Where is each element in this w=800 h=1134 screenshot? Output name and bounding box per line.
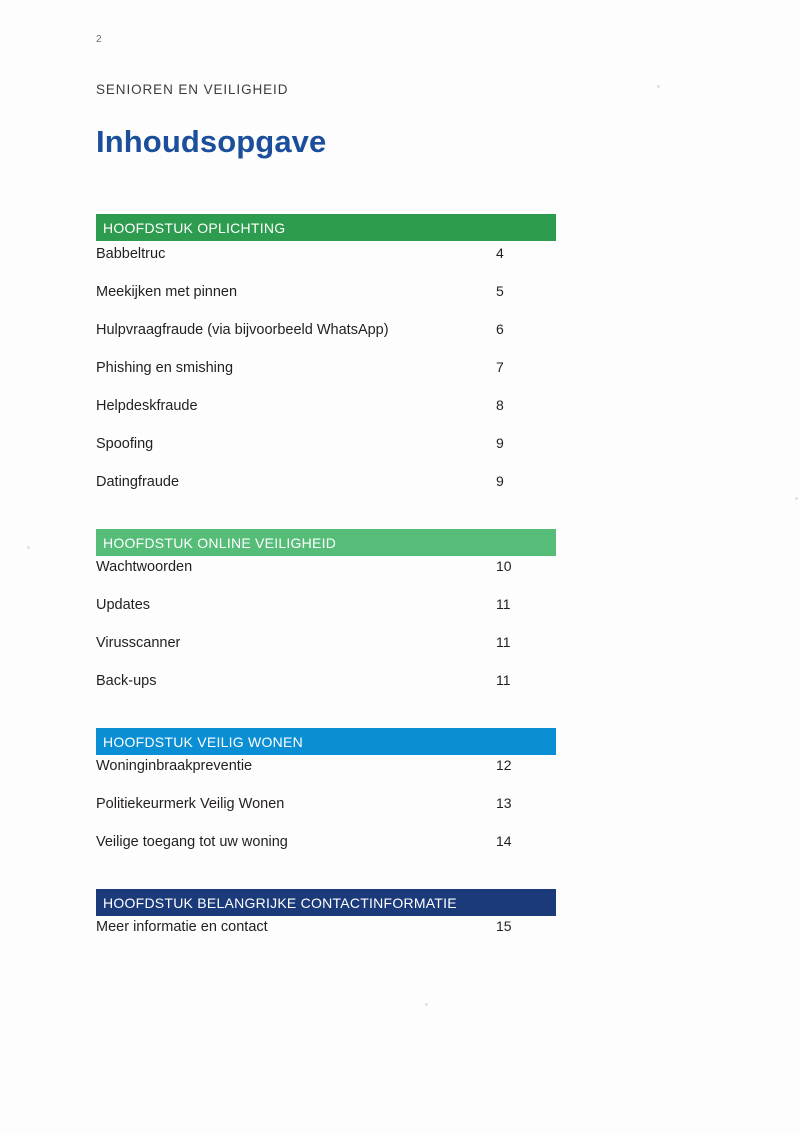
toc-entry-page: 10 (496, 558, 512, 574)
toc-entry-page: 11 (496, 672, 511, 688)
toc-entry-page: 11 (496, 596, 511, 612)
toc-entry-page: 5 (496, 283, 504, 299)
toc-section (96, 529, 556, 710)
toc-entry[interactable] (96, 435, 556, 473)
toc-entry[interactable] (96, 757, 556, 795)
toc-entry-title: Meer informatie en contact (96, 919, 268, 935)
toc-entry-title: Wachtwoorden (96, 559, 193, 575)
scan-artifact (657, 85, 660, 88)
toc-entry-title: Helpdeskfraude (96, 398, 198, 414)
toc-entry-title: Politiekeurmerk Veilig Wonen (96, 796, 285, 812)
toc-section (96, 214, 556, 511)
toc-entry[interactable] (96, 558, 556, 596)
toc-entry-title: Babbeltruc (96, 246, 166, 262)
toc-entry-title: Datingfraude (96, 474, 180, 490)
toc-entry-page: 12 (496, 757, 512, 773)
toc-entry-page: 15 (496, 918, 512, 934)
toc-entry[interactable] (96, 473, 556, 511)
toc-section (96, 889, 556, 956)
document-kicker: SENIOREN EN VEILIGHEID (96, 82, 289, 97)
table-of-contents (96, 214, 556, 964)
toc-entry-page: 4 (496, 245, 504, 261)
toc-entry-page: 9 (496, 473, 504, 489)
scan-artifact (27, 546, 30, 549)
toc-entry-page: 8 (496, 397, 504, 413)
toc-entry-title: Veilige toegang tot uw woning (96, 834, 288, 850)
toc-entry[interactable] (96, 359, 556, 397)
toc-entry-title: Spoofing (96, 436, 154, 452)
toc-entry-page: 14 (496, 833, 512, 849)
toc-entry-list (96, 241, 556, 511)
toc-entry[interactable] (96, 245, 556, 283)
toc-entry[interactable] (96, 918, 556, 956)
toc-entry-list (96, 916, 556, 956)
scan-artifact (425, 1003, 428, 1006)
toc-entry-title: Updates (96, 597, 151, 613)
toc-entry[interactable] (96, 672, 556, 710)
toc-entry-title: Phishing en smishing (96, 360, 234, 376)
toc-entry-page: 7 (496, 359, 504, 375)
toc-entry[interactable] (96, 596, 556, 634)
toc-section-header: HOOFDSTUK VEILIG WONEN (96, 728, 556, 755)
toc-entry-list (96, 556, 556, 710)
toc-entry[interactable] (96, 795, 556, 833)
page-title: Inhoudsopgave (96, 124, 327, 159)
toc-entry[interactable] (96, 397, 556, 435)
toc-entry-page: 13 (496, 795, 512, 811)
page-number: 2 (96, 34, 103, 45)
toc-section-header: HOOFDSTUK ONLINE VEILIGHEID (96, 529, 556, 556)
scan-artifact (795, 497, 798, 500)
toc-entry-title: Virusscanner (96, 635, 181, 651)
toc-entry[interactable] (96, 634, 556, 672)
toc-section (96, 728, 556, 871)
toc-section-header: HOOFDSTUK BELANGRIJKE CONTACTINFORMATIE (96, 889, 556, 916)
toc-entry-title: Meekijken met pinnen (96, 284, 238, 300)
toc-entry[interactable] (96, 321, 556, 359)
toc-entry-page: 6 (496, 321, 504, 337)
toc-entry-list (96, 755, 556, 871)
toc-entry-title: Woninginbraakpreventie (96, 758, 253, 774)
toc-entry-title: Back-ups (96, 673, 157, 689)
toc-entry-page: 9 (496, 435, 504, 451)
toc-entry[interactable] (96, 833, 556, 871)
toc-entry[interactable] (96, 283, 556, 321)
toc-entry-title: Hulpvraagfraude (via bijvoorbeeld WhatsApp) (96, 322, 389, 338)
toc-entry-page: 11 (496, 634, 511, 650)
toc-section-header: HOOFDSTUK OPLICHTING (96, 214, 556, 241)
